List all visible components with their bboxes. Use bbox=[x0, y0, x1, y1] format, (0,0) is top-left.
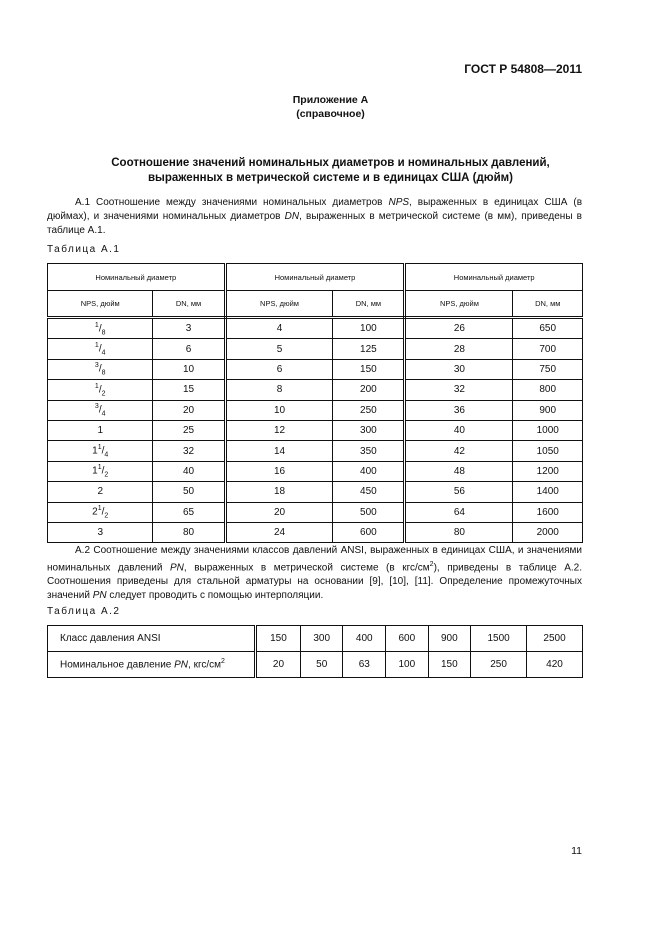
dn-cell: 600 bbox=[333, 522, 405, 542]
nps-cell: 56 bbox=[405, 482, 513, 502]
value-cell: 50 bbox=[300, 652, 343, 678]
table-row bbox=[48, 502, 583, 522]
dn-cell: 650 bbox=[513, 318, 583, 339]
dn-cell: 20 bbox=[153, 400, 225, 420]
nps-cell: 32 bbox=[405, 380, 513, 400]
table-a2-caption: Таблица А.2 bbox=[47, 606, 121, 617]
whole: 1 bbox=[92, 465, 98, 477]
row-label bbox=[48, 652, 256, 678]
table-a2 bbox=[47, 625, 583, 678]
text: PN bbox=[174, 659, 189, 671]
text: А.2 Соотношение между значениями классов давлений ANSI, выраженных в единицах США, и значениями номинальных давлений bbox=[47, 545, 582, 574]
col-header: DN, мм bbox=[333, 291, 405, 318]
nps-cell: 64 bbox=[405, 502, 513, 522]
dn-cell: 100 bbox=[333, 318, 405, 339]
denominator: 2 bbox=[104, 512, 109, 520]
paragraph-a1 bbox=[47, 196, 582, 238]
value-cell: 150 bbox=[428, 652, 471, 678]
dn-cell: 2000 bbox=[513, 522, 583, 542]
nps-cell: $^3/_8$ bbox=[48, 359, 153, 379]
text: А.1 Соотношение между значениями номинальных диаметров bbox=[75, 197, 389, 208]
nps-cell: 36 bbox=[405, 400, 513, 420]
row-label: Класс давления ANSI bbox=[48, 626, 256, 652]
nps-cell: $^1/_4$ bbox=[48, 339, 153, 359]
dn-cell: 750 bbox=[513, 359, 583, 379]
dn-cell: 1050 bbox=[513, 441, 583, 461]
dn-cell: 40 bbox=[153, 461, 225, 481]
whole: 1 bbox=[92, 445, 98, 457]
numerator: 3 bbox=[94, 362, 99, 370]
denominator: 4 bbox=[104, 451, 109, 459]
nps-cell: 8 bbox=[225, 380, 333, 400]
denominator: 2 bbox=[104, 471, 109, 479]
nps-cell bbox=[48, 522, 153, 542]
paragraph-a2 bbox=[47, 544, 582, 603]
text: Номинальное давление bbox=[60, 659, 175, 671]
numerator: 1 bbox=[97, 505, 102, 513]
nps-cell: 4 bbox=[225, 318, 333, 339]
numerator: 3 bbox=[94, 403, 99, 411]
nps-cell: 14 bbox=[225, 441, 333, 461]
text: , выраженных в метрической системе (в кгс/см bbox=[183, 562, 430, 574]
table-row bbox=[48, 318, 583, 339]
numerator: 1 bbox=[94, 341, 99, 349]
text: 2 bbox=[221, 658, 225, 666]
dn-cell: 15 bbox=[153, 380, 225, 400]
nps-cell: $^1/_2$ bbox=[48, 380, 153, 400]
nps-cell: 40 bbox=[405, 420, 513, 440]
col-header: NPS, дюйм bbox=[225, 291, 333, 318]
section-title-line: выраженных в метрической системе и в единицах США (дюйм) bbox=[147, 172, 514, 184]
dn-cell: 700 bbox=[513, 339, 583, 359]
text: , выраженных в единицах США (в дюймах), и значениями номинальных диаметров bbox=[47, 197, 583, 222]
table-a1 bbox=[47, 263, 583, 543]
dn-cell: 65 bbox=[153, 502, 225, 522]
dn-cell: 10 bbox=[153, 359, 225, 379]
dn-cell: 900 bbox=[513, 400, 583, 420]
text: следует проводить с помощью интерполяции. bbox=[106, 590, 324, 602]
text: DN bbox=[284, 211, 300, 222]
numerator: 1 bbox=[97, 464, 102, 472]
nps-cell: $1^1/_4$ bbox=[48, 441, 153, 461]
whole: 2 bbox=[92, 506, 98, 518]
page-number: 11 bbox=[571, 845, 582, 857]
text: PN bbox=[92, 590, 107, 602]
dn-cell: 125 bbox=[333, 339, 405, 359]
value-cell: 600 bbox=[386, 626, 429, 652]
value-cell: 400 bbox=[343, 626, 386, 652]
value-cell: 900 bbox=[428, 626, 471, 652]
nps-cell: 28 bbox=[405, 339, 513, 359]
text: , кгс/см bbox=[188, 659, 222, 671]
table-row bbox=[48, 420, 583, 440]
nps-cell: 48 bbox=[405, 461, 513, 481]
table-row bbox=[48, 400, 583, 420]
col-header: NPS, дюйм bbox=[405, 291, 513, 318]
table-row bbox=[48, 461, 583, 481]
dn-cell: 6 bbox=[153, 339, 225, 359]
text: NPS bbox=[388, 197, 410, 208]
dn-cell: 32 bbox=[153, 441, 225, 461]
numerator: 1 bbox=[97, 443, 102, 451]
dn-cell: 1200 bbox=[513, 461, 583, 481]
appendix-heading bbox=[0, 93, 661, 121]
value-cell: 100 bbox=[386, 652, 429, 678]
table-row bbox=[48, 522, 583, 542]
section-title bbox=[0, 156, 661, 186]
table-row bbox=[48, 380, 583, 400]
dn-cell: 300 bbox=[333, 420, 405, 440]
table-row bbox=[48, 339, 583, 359]
nps-cell: $2^1/_2$ bbox=[48, 502, 153, 522]
dn-cell: 250 bbox=[333, 400, 405, 420]
nps-cell: 5 bbox=[225, 339, 333, 359]
nps-cell: 26 bbox=[405, 318, 513, 339]
section-title-line: Соотношение значений номинальных диаметров и номинальных давлений, bbox=[111, 157, 550, 169]
nps-cell: 24 bbox=[225, 522, 333, 542]
nps-cell bbox=[48, 420, 153, 440]
value-cell: 63 bbox=[343, 652, 386, 678]
nps-cell: $1^1/_2$ bbox=[48, 461, 153, 481]
nps-cell: $^3/_4$ bbox=[48, 400, 153, 420]
value-cell: 300 bbox=[300, 626, 343, 652]
dn-cell: 3 bbox=[153, 318, 225, 339]
value-cell: 250 bbox=[471, 652, 527, 678]
table-row bbox=[48, 482, 583, 502]
dn-cell: 1400 bbox=[513, 482, 583, 502]
group-header: Номинальный диаметр bbox=[48, 264, 226, 291]
dn-cell: 150 bbox=[333, 359, 405, 379]
dn-cell: 500 bbox=[333, 502, 405, 522]
table-a1-caption: Таблица А.1 bbox=[47, 244, 121, 255]
text: ), приведены в таблице А.2. Соотношения приведены для стальной арматуры на основании [9], [10], [11]. Определение промежуточных значений bbox=[47, 562, 582, 602]
denominator: 8 bbox=[101, 369, 106, 377]
text: , выраженных в метрической системе (в мм), приведены в таблице А.1. bbox=[47, 211, 582, 236]
nps-cell: 20 bbox=[225, 502, 333, 522]
col-header: NPS, дюйм bbox=[48, 291, 153, 318]
nps-cell: 80 bbox=[405, 522, 513, 542]
dn-cell: 80 bbox=[153, 522, 225, 542]
dn-cell: 350 bbox=[333, 441, 405, 461]
group-header: Номинальный диаметр bbox=[405, 264, 583, 291]
numerator: 1 bbox=[94, 382, 99, 390]
nps-cell: 6 bbox=[225, 359, 333, 379]
nps-cell: 42 bbox=[405, 441, 513, 461]
whole: 3 bbox=[97, 527, 103, 539]
col-header: DN, мм bbox=[513, 291, 583, 318]
appendix-subtitle: (справочное) bbox=[296, 108, 365, 120]
numerator: 1 bbox=[94, 321, 99, 329]
denominator: 4 bbox=[101, 349, 106, 357]
nps-cell: 18 bbox=[225, 482, 333, 502]
dn-cell: 800 bbox=[513, 380, 583, 400]
value-cell: 150 bbox=[256, 626, 301, 652]
text: PN bbox=[170, 562, 184, 574]
dn-cell: 450 bbox=[333, 482, 405, 502]
value-cell: 2500 bbox=[527, 626, 583, 652]
document-code: ГОСТ Р 54808—2011 bbox=[464, 62, 582, 76]
nps-cell: 16 bbox=[225, 461, 333, 481]
denominator: 8 bbox=[101, 328, 106, 336]
dn-cell: 1000 bbox=[513, 420, 583, 440]
dn-cell: 200 bbox=[333, 380, 405, 400]
whole: 2 bbox=[97, 486, 103, 498]
dn-cell: 1600 bbox=[513, 502, 583, 522]
nps-cell: $^1/_8$ bbox=[48, 318, 153, 339]
group-header: Номинальный диаметр bbox=[225, 264, 405, 291]
nps-cell: 10 bbox=[225, 400, 333, 420]
appendix-title: Приложение А bbox=[292, 94, 369, 106]
denominator: 2 bbox=[101, 390, 106, 398]
nps-cell: 12 bbox=[225, 420, 333, 440]
value-cell: 420 bbox=[527, 652, 583, 678]
value-cell: 1500 bbox=[471, 626, 527, 652]
value-cell: 20 bbox=[256, 652, 301, 678]
dn-cell: 25 bbox=[153, 420, 225, 440]
table-row bbox=[48, 359, 583, 379]
whole: 1 bbox=[97, 425, 103, 437]
dn-cell: 50 bbox=[153, 482, 225, 502]
nps-cell bbox=[48, 482, 153, 502]
dn-cell: 400 bbox=[333, 461, 405, 481]
col-header: DN, мм bbox=[153, 291, 225, 318]
table-row bbox=[48, 441, 583, 461]
text: 2 bbox=[429, 561, 434, 568]
denominator: 4 bbox=[101, 410, 106, 418]
nps-cell: 30 bbox=[405, 359, 513, 379]
